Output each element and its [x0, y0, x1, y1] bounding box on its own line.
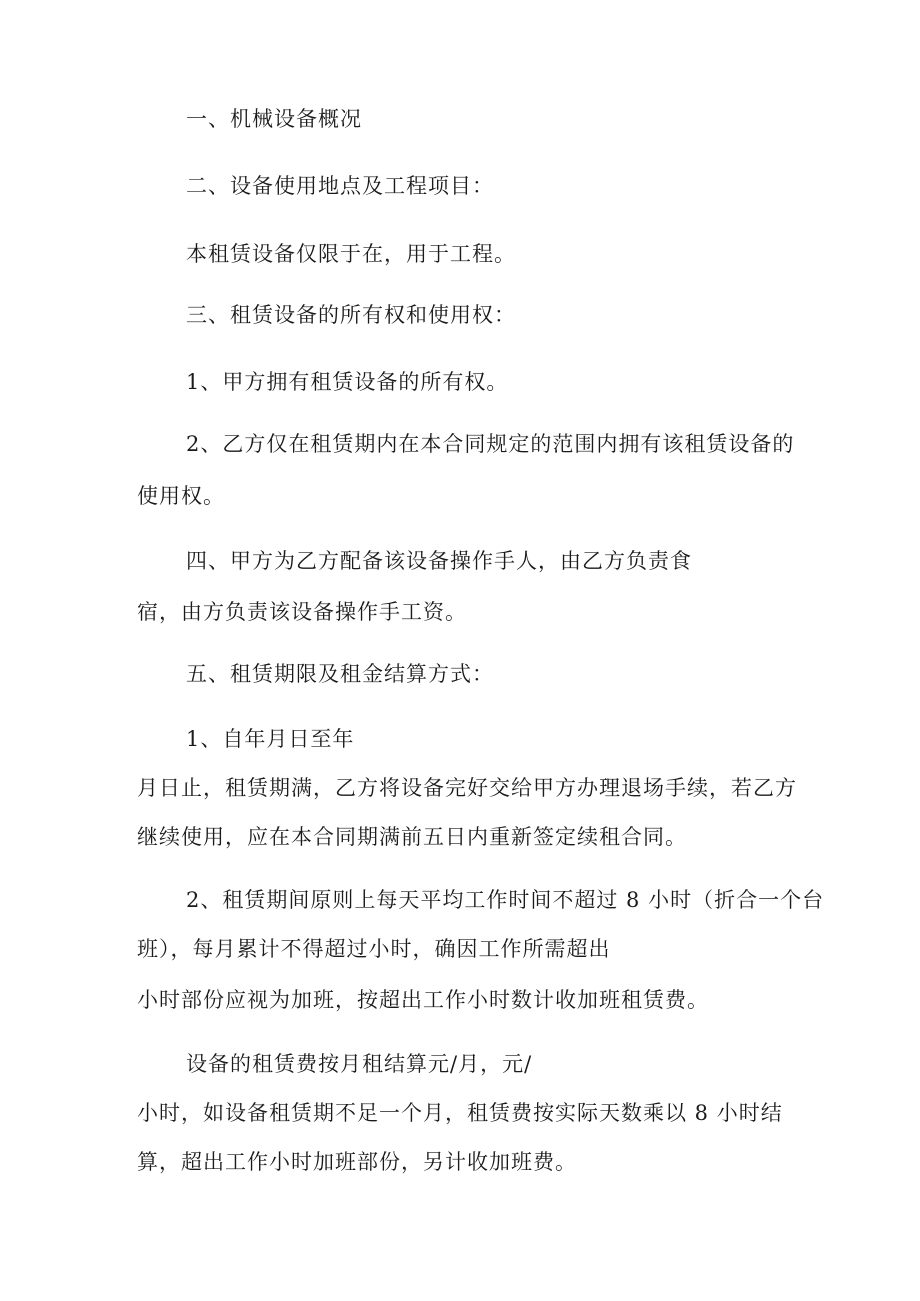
clause-working-hours-2: 2、租赁期间原则上每天平均工作时间不超过 8 小时（折合一个台	[186, 888, 825, 912]
clause-working-hours-2-cont-a: 班），每月累计不得超过小时，确因工作所需超出	[137, 937, 611, 961]
section-heading-location-project: 二、设备使用地点及工程项目：	[186, 174, 494, 198]
clause-lease-term-1-cont-b: 继续使用，应在本合同期满前五日内重新签定续租合同。	[137, 825, 687, 849]
clause-ownership-2-cont: 使用权。	[137, 484, 225, 508]
clause-rental-fee-cont-b: 算，超出工作小时加班部份，另计收加班费。	[137, 1150, 577, 1174]
clause-lease-term-1-cont-a: 月日止，租赁期满，乙方将设备完好交给甲方办理退场手续，若乙方	[137, 776, 797, 800]
section-heading-lease-term: 五、租赁期限及租金结算方式：	[186, 662, 494, 686]
section-operator-cont: 宿，由方负责该设备操作手工资。	[137, 600, 467, 624]
clause-lease-term-1: 1、自年月日至年	[186, 727, 355, 751]
section-heading-operator: 四、甲方为乙方配备该设备操作手人，由乙方负责食	[186, 549, 692, 573]
clause-rental-fee: 设备的租赁费按月租结算元/月，元/	[186, 1052, 533, 1076]
section-heading-ownership: 三、租赁设备的所有权和使用权：	[186, 303, 516, 327]
clause-working-hours-2-cont-b: 小时部份应视为加班，按超出工作小时数计收加班租赁费。	[137, 988, 709, 1012]
clause-ownership-1: 1、甲方拥有租赁设备的所有权。	[186, 370, 509, 394]
clause-rental-fee-cont-a: 小时，如设备租赁期不足一个月，租赁费按实际天数乘以 8 小时结	[137, 1101, 783, 1125]
paragraph-usage-scope: 本租赁设备仅限于在，用于工程。	[186, 242, 516, 266]
clause-ownership-2: 2、乙方仅在租赁期内在本合同规定的范围内拥有该租赁设备的	[186, 432, 795, 456]
section-heading-equipment-overview: 一、机械设备概况	[186, 107, 362, 131]
